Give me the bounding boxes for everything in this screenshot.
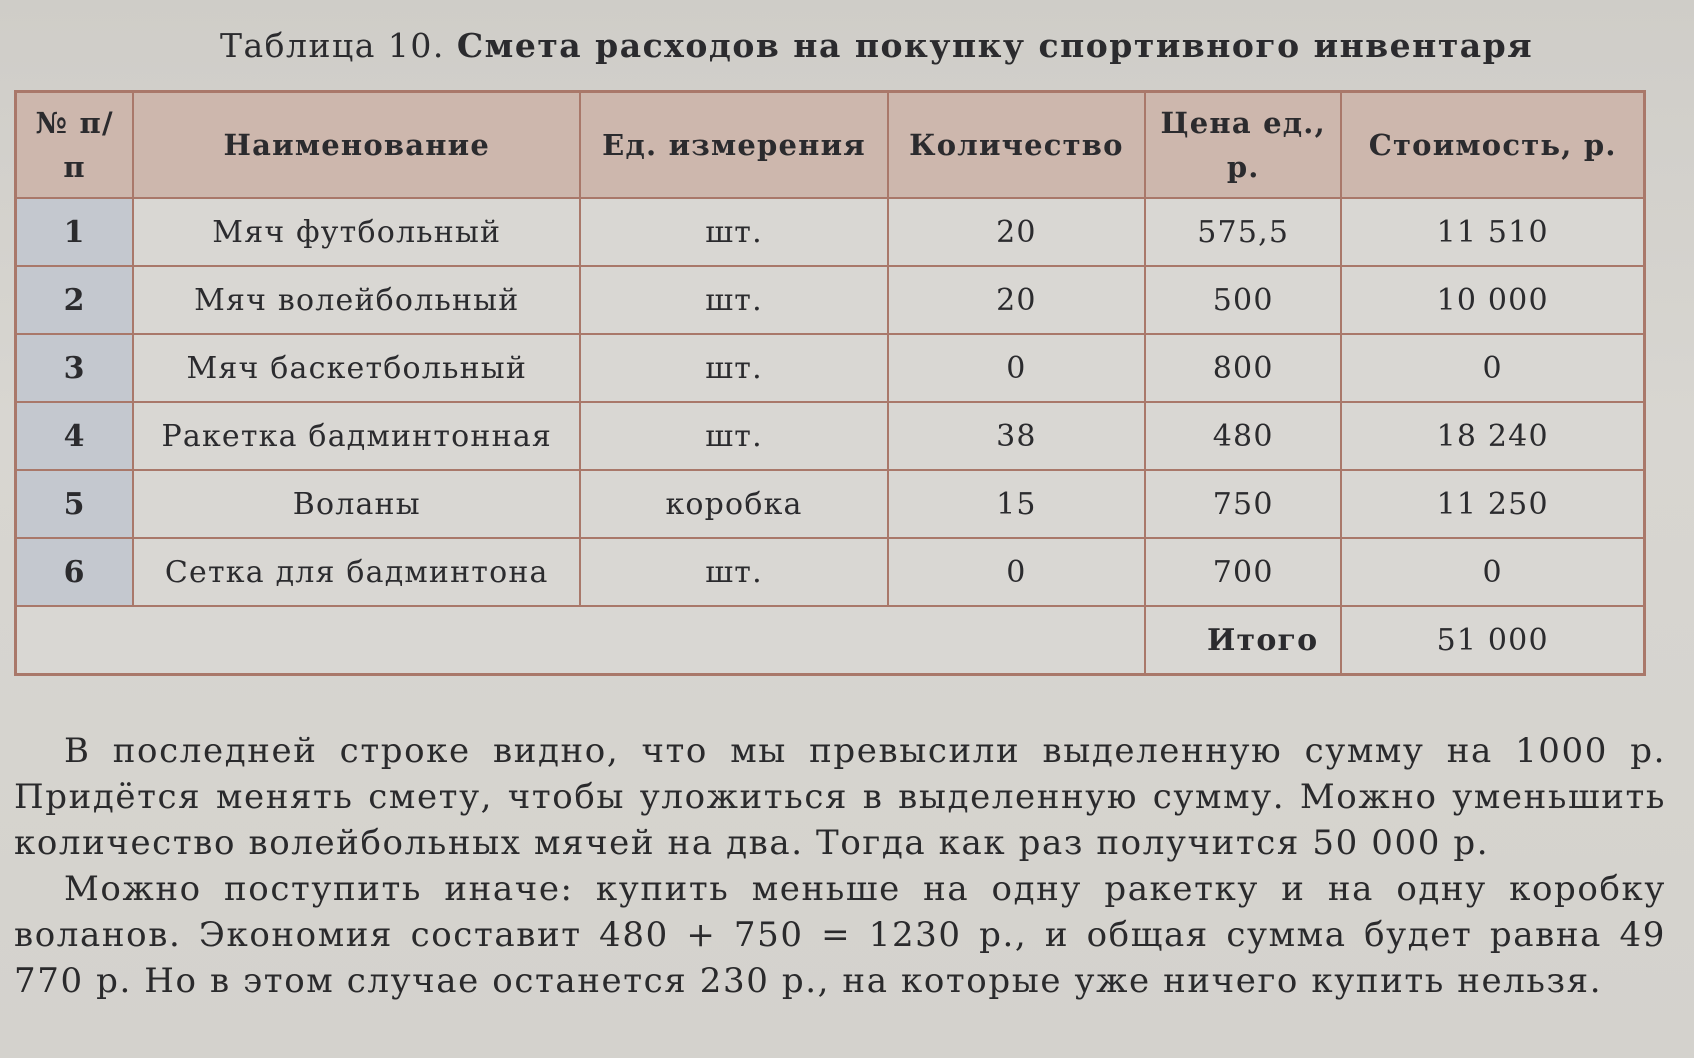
row-unit: шт. [580, 402, 887, 470]
row-num: 5 [16, 470, 134, 538]
caption-label: Таблица 10. [220, 26, 445, 65]
total-row [16, 606, 1645, 675]
row-num: 4 [16, 402, 134, 470]
row-num: 6 [16, 538, 134, 606]
row-name: Ракетка бадминтонная [133, 402, 580, 470]
caption-title: Смета расходов на покупку спортивного инвентаря [456, 26, 1534, 65]
total-value: 51 000 [1341, 606, 1644, 675]
row-price: 700 [1145, 538, 1341, 606]
header-qty: Количество [888, 92, 1145, 199]
table-row [16, 470, 1645, 538]
header-row [16, 92, 1645, 199]
row-unit: шт. [580, 266, 887, 334]
paragraph-1: В последней строке видно, что мы превысили выделенную сумму на 1000 р. Придётся менять смету, чтобы уложиться в выделенную сумму. Можно уменьшить количество волейбольных мячей на два. Тогда как раз получится 50 000 р. [14, 731, 1666, 863]
table-row [16, 402, 1645, 470]
total-label: Итого [1145, 606, 1341, 675]
row-price: 750 [1145, 470, 1341, 538]
table-row [16, 334, 1645, 402]
header-cost: Стоимость, р. [1341, 92, 1644, 199]
paragraph-2: Можно поступить иначе: купить меньше на одну ракетку и на одну коробку воланов. Экономия составит 480 + 750 = 1230 р., и общая сумма будет равна 49 770 р. Но в этом случае останется 230 р., на которые уже ничего купить нельзя. [14, 869, 1666, 1001]
row-price: 800 [1145, 334, 1341, 402]
row-unit: шт. [580, 334, 887, 402]
body-text [14, 728, 1666, 1004]
row-qty: 38 [888, 402, 1145, 470]
row-num: 3 [16, 334, 134, 402]
row-name: Мяч футбольный [133, 198, 580, 266]
row-name: Мяч волейбольный [133, 266, 580, 334]
row-cost: 11 510 [1341, 198, 1644, 266]
row-qty: 20 [888, 266, 1145, 334]
row-price: 575,5 [1145, 198, 1341, 266]
table-body [16, 198, 1645, 606]
row-name: Мяч баскетбольный [133, 334, 580, 402]
row-unit: шт. [580, 538, 887, 606]
row-cost: 11 250 [1341, 470, 1644, 538]
table-row [16, 538, 1645, 606]
row-qty: 15 [888, 470, 1145, 538]
table-row [16, 198, 1645, 266]
row-num: 2 [16, 266, 134, 334]
table-footer [16, 606, 1645, 675]
total-spacer [16, 606, 1146, 675]
row-cost: 10 000 [1341, 266, 1644, 334]
table-row [16, 266, 1645, 334]
row-cost: 18 240 [1341, 402, 1644, 470]
header-unit: Ед. измерения [580, 92, 887, 199]
table-header [16, 92, 1645, 199]
header-name: Наименование [133, 92, 580, 199]
row-unit: коробка [580, 470, 887, 538]
row-qty: 20 [888, 198, 1145, 266]
row-name: Воланы [133, 470, 580, 538]
row-cost: 0 [1341, 538, 1644, 606]
row-name: Сетка для бадминтона [133, 538, 580, 606]
estimate-table [14, 90, 1646, 676]
row-cost: 0 [1341, 334, 1644, 402]
header-price: Цена ед., р. [1145, 92, 1341, 199]
row-num: 1 [16, 198, 134, 266]
row-price: 480 [1145, 402, 1341, 470]
row-price: 500 [1145, 266, 1341, 334]
row-unit: шт. [580, 198, 887, 266]
row-qty: 0 [888, 334, 1145, 402]
table-caption [220, 26, 1533, 65]
header-num: № п/п [16, 92, 134, 199]
row-qty: 0 [888, 538, 1145, 606]
